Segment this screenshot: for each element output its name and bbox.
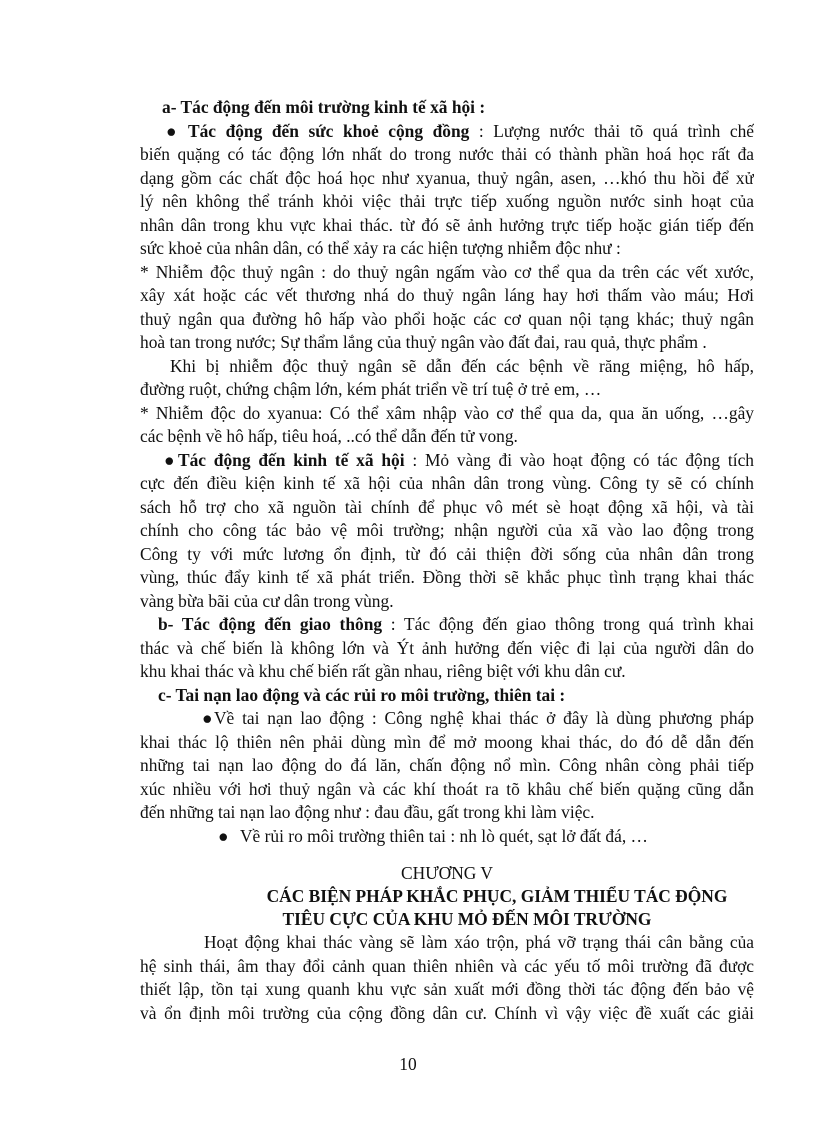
text-line: đến những tai nạn lao động như : đau đầu, gất trong khi làm việc. (140, 802, 595, 822)
text-line: khai thác lộ thiên nên phải dùng mìn để mở moong khai thác, do đó dễ dẫn đến (140, 732, 754, 752)
text-line: Công ty với mức lương ổn định, từ đó cải thiện đời sống của nhân dân trong (140, 544, 754, 564)
chapter-title-line-2: TIÊU CỰC CỦA KHU MỎ ĐẾN MÔI TRƯỜNG (282, 909, 652, 929)
text-line: sách hỗ trợ cho xã nguồn tài chính để phục vô mét sè hoạt động xã hội, và tài (140, 497, 754, 517)
text-line: thiết lập, tồn tại xung quanh khu vực sản xuất mới đồng thời tác động đến bảo vệ (140, 979, 754, 999)
text-line: chính cho công tác bảo vệ môi trường; nhận người của xã vào lao động trong (140, 520, 754, 540)
chapter-number: CHƯƠNG V (401, 863, 493, 883)
text-line: thuỷ ngân qua đường hô hấp vào phổi hoặc các cơ quan nội tạng khác; thuỷ ngân (140, 309, 754, 329)
text-line: lý nên không thể tránh khỏi việc thải trực tiếp xuống nguồn nước sinh hoạt của (140, 191, 754, 211)
text-line: Hoạt động khai thác vàng sẽ làm xáo trộn, phá vỡ trạng thái cân bằng của (204, 932, 754, 952)
text-line: các bệnh về hô hấp, tiêu hoá, ..có thể dẫn đến tử vong. (140, 426, 518, 446)
text-line: xây xát hoặc các vết thương nhá do thuỷ ngân láng hay hơi thấm vào máu; Hơi (140, 285, 754, 305)
bullet-icon: ● (164, 450, 175, 470)
text-line: khu khai thác và khu chế biến rất gần nhau, riêng biệt với khu dân cư. (140, 661, 626, 681)
term-health: Tác động đến sức khoẻ cộng đồng (188, 121, 470, 141)
text-line: hoà tan trong nước; Sự thẩm lắng của thuỷ ngân vào đất đai, rau quả, thực phẩm . (140, 332, 707, 352)
text-line: biến quặng có tác động lớn nhất do trong nước thải có thành phần hoá học rất đa (140, 144, 754, 164)
bullet-icon: ● (202, 708, 213, 728)
section-heading-c: c- Tai nạn lao động và các rủi ro môi trường, thiên tai : (158, 685, 566, 705)
text-line: vàng bừa bãi của cư dân trong vùng. (140, 591, 394, 611)
text-line: hệ sinh thái, âm thay đổi cảnh quan thiên nhiên và các yếu tố môi trường đã được (140, 956, 754, 976)
chapter-title-line-1: CÁC BIỆN PHÁP KHẮC PHỤC, GIẢM THIỂU TÁC ĐỘNG (266, 886, 728, 906)
text-line: vùng, thúc đẩy kinh tế xã phát triển. Đồng thời sẽ khắc phục tình trạng khai thác (140, 567, 754, 587)
bullet-paragraph-labor: ●Về tai nạn lao động : Công nghệ khai thác ở đây là dùng phương pháp (202, 707, 754, 731)
text-line: sức khoẻ của nhân dân, có thể xảy ra các hiện tượng nhiễm độc như : (140, 238, 621, 258)
bullet-paragraph-economy: ● Tác động đến kinh tế xã hội : Mỏ vàng đi vào hoạt động có tác động tích (164, 449, 754, 473)
bullet-icon: ● (218, 826, 229, 846)
text-line: thác và chế biến là không lớn và Ýt ảnh hưởng đến việc đi lại của người dân do (140, 638, 754, 658)
text-line: xúc nhiều với hơi thuỷ ngân và các khí thoát ra tõ khâu chế biến quặng cũng dẫn (140, 779, 754, 799)
bullet-icon: ● (166, 121, 177, 141)
text-line: và ổn định môi trường của cộng đồng dân cư. Chính vì vậy việc đề xuất các giải (140, 1003, 754, 1023)
text-line: dạng gồm các chất độc hoá học như xyanua, thuỷ ngân, asen, …khó thu hồi để xử (140, 168, 754, 188)
text-line: những tai nạn lao động do đá lăn, chấn động nổ mìn. Công nhân còng phải tiếp (140, 755, 754, 775)
text-line: cực đến điều kiện kinh tế xã hội của nhân dân trong vùng. Công ty sẽ có chính (140, 473, 754, 493)
term-economy: Tác động đến kinh tế xã hội (178, 450, 405, 470)
section-heading-a: a- Tác động đến môi trường kinh tế xã hội : (162, 97, 486, 117)
bullet-paragraph-disaster: ● Về rủi ro môi trường thiên tai : nh lò quét, sạt lở đất đá, … (218, 825, 816, 848)
section-heading-b: b- Tác động đến giao thông : Tác động đến giao thông trong quá trình khai (158, 614, 754, 634)
text-line: * Nhiễm độc do xyanua: Có thể xâm nhập vào cơ thể qua da, qua ăn uống, …gây (140, 403, 754, 423)
text-line: Khi bị nhiễm độc thuỷ ngân sẽ dẫn đến các bệnh về răng miệng, hô hấp, (170, 356, 754, 376)
text-line: nhân dân trong khu vực khai thác. từ đó sẽ ảnh hưởng trực tiếp hoặc gián tiếp đến (140, 215, 754, 235)
text-line: * Nhiễm độc thuỷ ngân : do thuỷ ngân ngấm vào cơ thể qua da trên các vết xước, (140, 262, 754, 282)
text-line: đường ruột, chứng chậm lớn, kém phát triển về trí tuệ ở trẻ em, … (140, 379, 602, 399)
bullet-paragraph-health: ● Tác động đến sức khoẻ cộng đồng : Lượng nước thải tõ quá trình chế (166, 120, 754, 144)
page-number: 10 (399, 1054, 417, 1074)
